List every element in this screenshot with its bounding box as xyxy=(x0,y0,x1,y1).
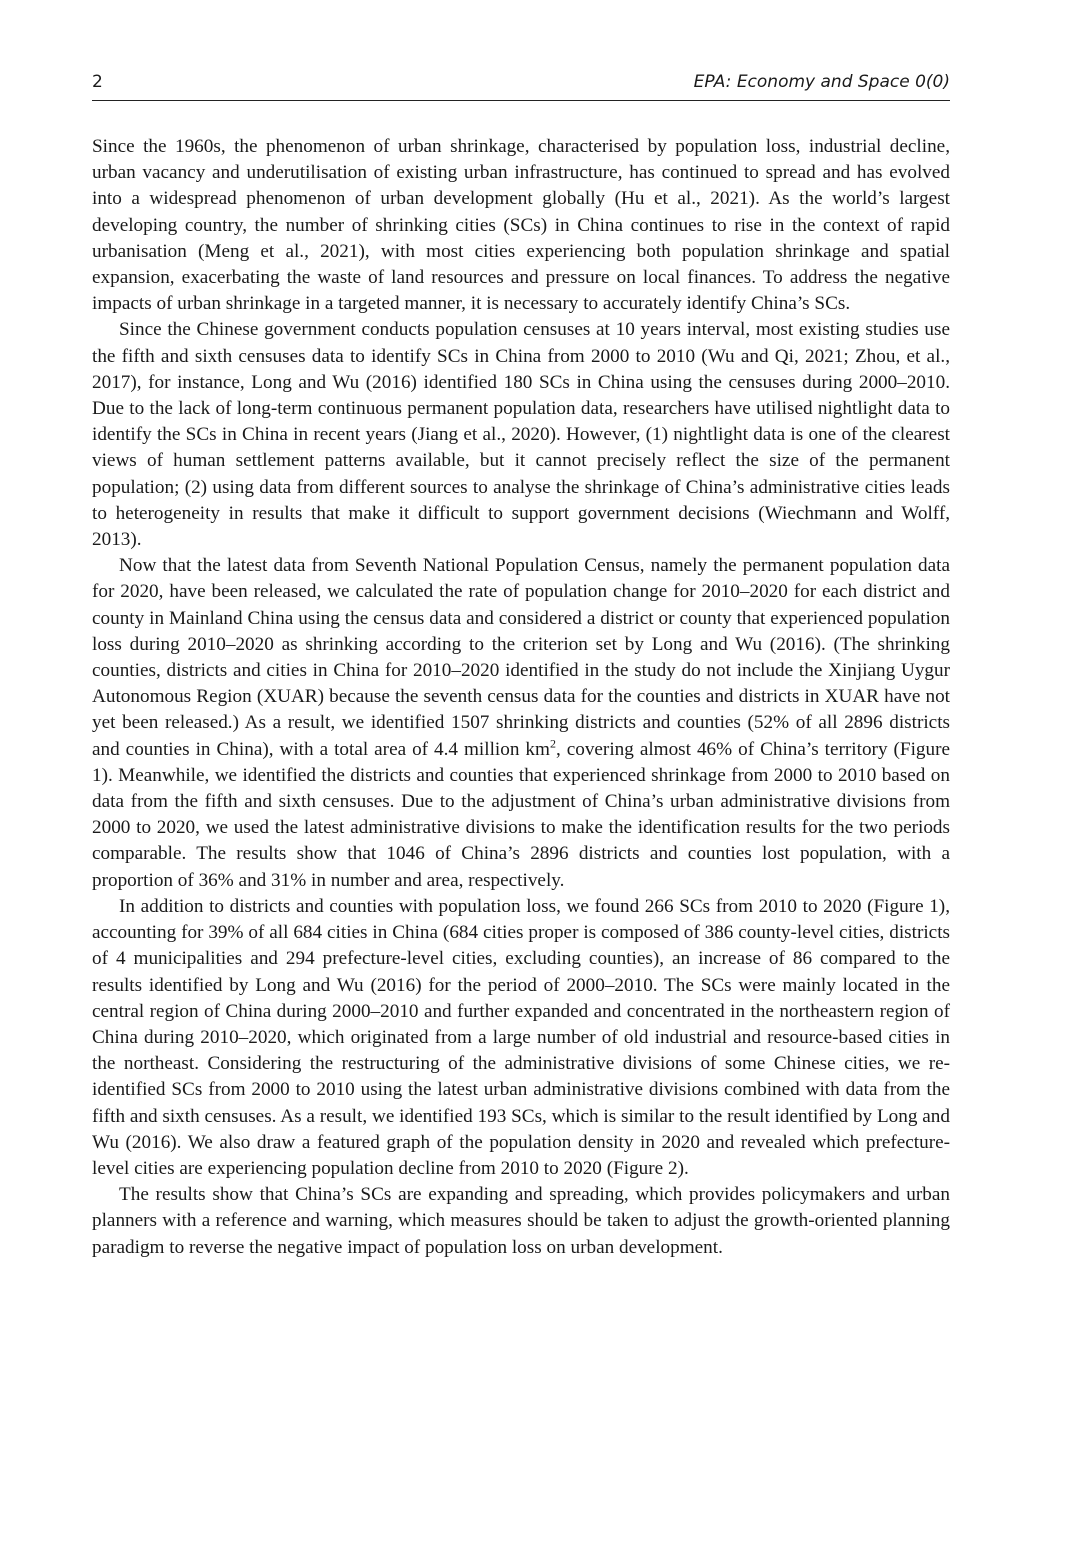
article-body xyxy=(92,134,950,1261)
journal-title: EPA: Economy and Space 0(0) xyxy=(693,72,950,92)
paragraph-3-text-before: Now that the latest data from Seventh National Population Census, namely the permanent population data for 2020, have been released, we calculated the rate of population change for 2010–2020 for each district and county in Mainland China using the census data and considered a district or county that experienced population loss during 2010–2020 as shrinking according to the criterion set by Long and Wu (2016). (The shrinking counties, districts and cities in China for 2010–2020 identified in the study do not include the Xinjiang Uygur Autonomous Region (XUAR) because the seventh census data for the counties and districts in XUAR have not yet been released.) As a result, we identified 1507 shrinking districts and counties (52% of all 2896 districts and counties in China), with a total area of 4.4 million km xyxy=(92,555,950,760)
paragraph-4: In addition to districts and counties with population loss, we found 266 SCs from 2010 to 2020 (Figure 1), accounting for 39% of all 684 cities in China (684 cities proper is composed of 386 county-level cities, districts of 4 municipalities and 294 prefecture-level cities, excluding counties), an increase of 86 compared to the results identified by Long and Wu (2016) for the period of 2000–2010. The SCs were mainly located in the central region of China during 2000–2010 and further expanded and concentrated in the northeastern region of China during 2010–2020, which originated from a large number of old industrial and resource-based cities in the northeast. Considering the restructuring of the administrative divisions of some Chinese cities, we re-identified SCs from 2000 to 2010 using the latest urban administrative divisions combined with data from the fifth and sixth censuses. As a result, we identified 193 SCs, which is similar to the result identified by Long and Wu (2016). We also draw a featured graph of the population density in 2020 and revealed which prefecture-level cities are experiencing population decline from 2010 to 2020 (Figure 2). xyxy=(92,895,950,1179)
paragraph-3-text-after: , covering almost 46% of China’s territory (Figure 1). Meanwhile, we identified the districts and counties that experienced shrinkage from 2000 to 2010 based on data from the fifth and sixth censuses. Due to the adjustment of China’s urban administrative divisions from 2000 to 2020, we used the latest administrative divisions to make the identification results for the two periods comparable. The results show that 1046 of China’s 2896 districts and counties lost population, with a proportion of 36% and 31% in number and area, respectively. xyxy=(92,738,950,891)
paragraph-2: Since the Chinese government conducts population censuses at 10 years interval, most existing studies use the fifth and sixth censuses data to identify SCs in China from 2000 to 2010 (Wu and Qi, 2021; Zhou, et al., 2017), for instance, Long and Wu (2016) identified 180 SCs in China using the censuses during 2000–2010. Due to the lack of long-term continuous permanent population data, researchers have utilised nightlight data to identify the SCs in China in recent years (Jiang et al., 2020). However, (1) nightlight data is one of the clearest views of human settlement patterns available, but it cannot precisely reflect the size of the permanent population; (2) using data from different sources to analyse the shrinkage of China’s administrative cities leads to heterogeneity in results that make it difficult to support government decisions (Wiechmann and Wolff, 2013). xyxy=(92,319,950,551)
paragraph-5: The results show that China’s SCs are expanding and spreading, which provides policymakers and urban planners with a reference and warning, which measures should be taken to adjust the growth-oriented planning paradigm to reverse the negative impact of population loss on urban development. xyxy=(92,1184,950,1258)
paragraph-3 xyxy=(92,553,950,894)
paragraph-1: Since the 1960s, the phenomenon of urban shrinkage, characterised by population loss, industrial decline, urban vacancy and underutilisation of existing urban infrastructure, has continued to spread and has evolved into a widespread phenomenon of urban development globally (Hu et al., 2021). As the world’s largest developing country, the number of shrinking cities (SCs) in China continues to rise in the context of rapid urbanisation (Meng et al., 2021), with most cities experiencing both population shrinkage and spatial expansion, exacerbating the waste of land resources and pressure on local finances. To address the negative impacts of urban shrinkage in a targeted manner, it is necessary to accurately identify China’s SCs. xyxy=(92,136,950,315)
area-unit-superscript: 2 xyxy=(549,736,556,751)
running-head xyxy=(92,70,950,101)
page-number: 2 xyxy=(92,72,103,92)
